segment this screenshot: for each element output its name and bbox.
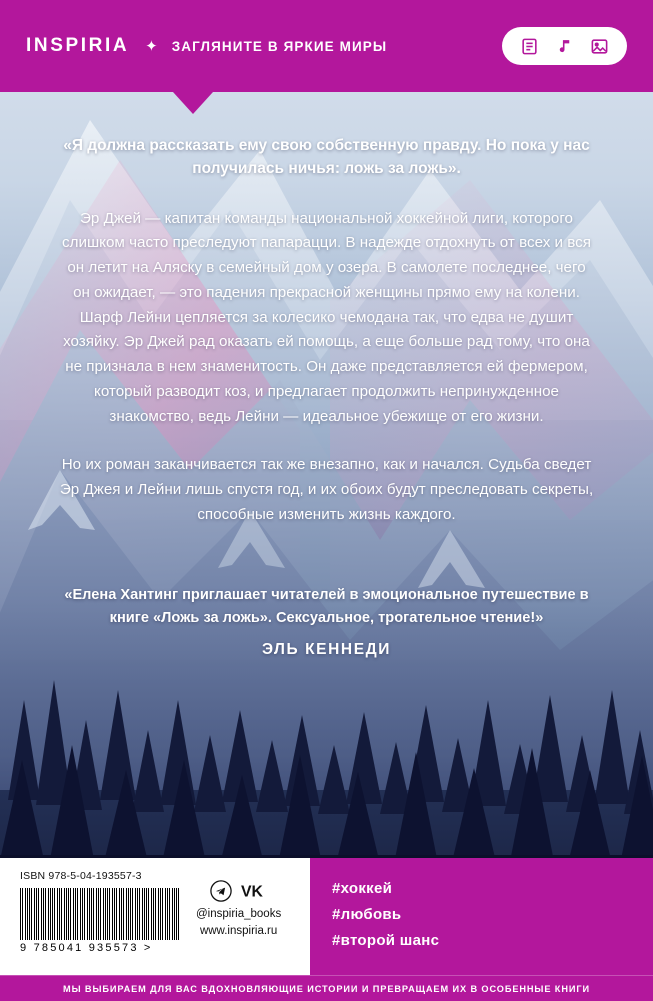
synopsis-paragraph-1: Эр Джей — капитан команды национальной хоккейной лиги, которого слишком часто преследуют папарацци. В надежде отдохнуть от всех и вся он летит на Аляску в семейный дом у озера. В самолете последнее, чего он ожидает, — это падения прекрасной женщины прямо ему на колени. Шарф Лейни цепляется за колесико чемодана так, что едва не душит хозяйку. Эр Джей рад оказать ей помощь, а еще больше рад тому, что она не признала в нем знаменитость. Он даже представляется ей фермером, который разводит коз, и предлагает продолжить непринужденное знакомство, ведь Лейни — идеальное убежище от его жизни. <box>62 209 591 425</box>
publisher-header-bar <box>0 0 653 92</box>
hashtag-3: #второй шанс <box>332 931 440 949</box>
music-note-icon <box>554 36 575 57</box>
media-icons-pill <box>502 27 627 65</box>
vk-icon[interactable] <box>241 880 267 902</box>
book-icon <box>519 36 540 57</box>
publisher-slogan: МЫ ВЫБИРАЕМ ДЛЯ ВАС ВДОХНОВЛЯЮЩИЕ ИСТОРИИ И ПРЕВРАЩАЕМ ИХ В ОСОБЕННЫЕ КНИГИ <box>63 983 590 994</box>
publisher-tagline: ЗАГЛЯНИТЕ В ЯРКИЕ МИРЫ <box>171 38 388 54</box>
review-quote: «Елена Хантинг приглашает читателей в эмоциональное путешествие в книге «Ложь за ложь». Сексуальное, трогательное чтение!» <box>64 586 589 627</box>
website-url[interactable]: www.inspiria.ru <box>199 925 278 938</box>
image-icon <box>589 36 610 57</box>
synopsis-paragraph-2: Но их роман заканчивается так же внезапно, как и начался. Судьба сведет Эр Джея и Лейни лишь спустя год, и их обоих будут преследовать секреты, способные изменить жизнь каждого. <box>59 456 594 523</box>
barcode-number: 9 785041 935573 > <box>20 942 153 954</box>
social-block <box>196 880 281 941</box>
svg-text:VK: VK <box>241 883 263 901</box>
hashtag-2: #любовь <box>332 905 402 923</box>
back-cover-text <box>0 108 653 659</box>
publisher-slogan-strip <box>0 975 653 1001</box>
review-author: ЭЛЬ КЕННЕДИ <box>261 640 392 658</box>
barcode <box>20 888 180 940</box>
publisher-logo: INSPIRIA <box>26 35 130 56</box>
telegram-icon[interactable] <box>210 880 232 902</box>
sparkle-icon: ✦ <box>145 37 158 55</box>
isbn-text: ISBN 978-5-04-193557-3 <box>20 870 142 882</box>
pull-quote: «Я должна рассказать ему свою собственную правду. Но пока у нас получилась ничья: ложь за ложь». <box>63 137 590 178</box>
hashtag-1: #хоккей <box>332 880 393 897</box>
social-handle[interactable]: @inspiria_books <box>196 908 282 920</box>
